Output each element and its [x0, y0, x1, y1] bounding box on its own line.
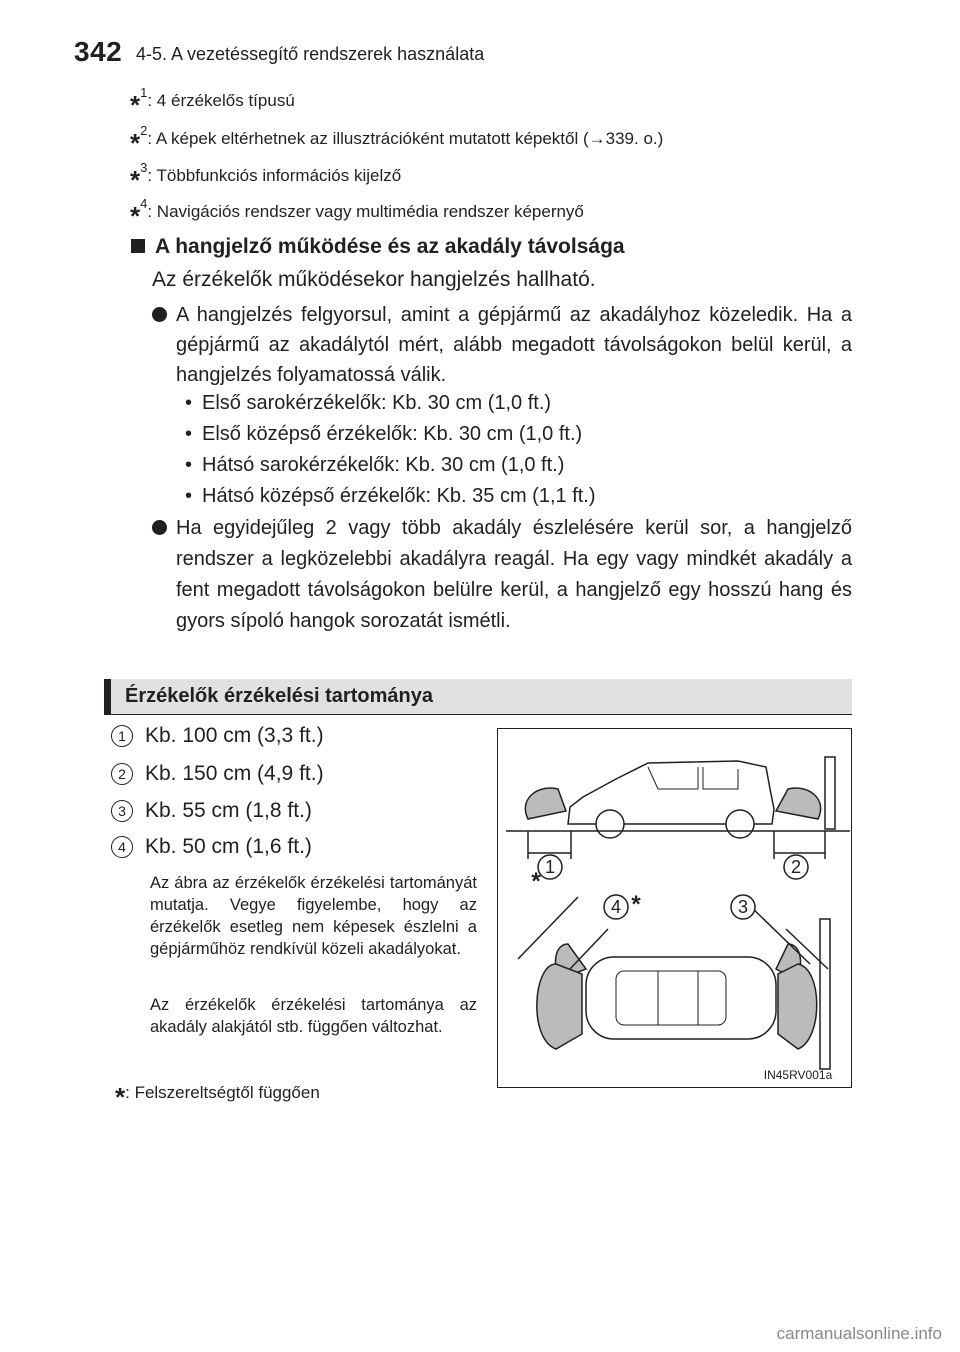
section-band: Érzékelők érzékelési tartománya — [104, 679, 852, 715]
buzzer-heading: A hangjelző működése és az akadály távolsága — [131, 235, 625, 259]
buzzer-intro: Az érzékelők működésekor hangjelzés hallható. — [152, 268, 596, 291]
footnote-3: *$^3$: Többfunkciós információs kijelző — [130, 160, 402, 195]
sensor-range-figure — [497, 728, 852, 1088]
range-item: 3 Kb. 55 cm (1,8 ft.) — [111, 799, 312, 827]
wall — [825, 757, 835, 829]
footnote-1: *$^1$: 4 érzékelős típusú — [130, 85, 295, 120]
wall — [820, 919, 830, 1069]
sensor-diagram — [498, 729, 850, 1086]
sub-bullet: • Hátsó sarokérzékelők: Kb. 30 cm (1,0 ft.) — [185, 454, 565, 476]
range-zone-front — [525, 788, 566, 819]
square-bullet-icon — [131, 239, 145, 253]
range-item: 4 Kb. 50 cm (1,6 ft.) — [111, 835, 312, 863]
bullet-multiple-obstacles: Ha egyidejűleg 2 vagy több akadály észlelésére kerül sor, a hangjelző rendszer a legközelebbi akadályra reagál. Ha egy vagy mindkét akadály a fent megadott távolságokon belülre kerül, a hangjelző egy hosszú hang és gyors sípoló hangok sorozatát ismétli. — [152, 513, 852, 637]
footnote-4: *$^4$: Navigációs rendszer vagy multimédia rendszer képernyő — [130, 196, 584, 231]
bullet-dot-icon — [152, 307, 167, 322]
callout-label: 3 — [737, 897, 749, 917]
wheel — [726, 810, 754, 838]
bullet-dot-icon — [152, 520, 167, 535]
range-note: Az érzékelők érzékelési tartománya az akadály alakjától stb. függően változhat. — [150, 996, 477, 1036]
sub-bullet: • Első középső érzékelők: Kb. 30 cm (1,0 ft.) — [185, 423, 583, 445]
bullet-acceleration: A hangjelzés felgyorsul, amint a gépjármű az akadályhoz közeledik. Ha a gépjármű az akadálytól mért, alább megadott távolságokon belül kerül, a hangjelzés folyamatossá válik. — [152, 300, 852, 390]
section-title: 4-5. A vezetéssegítő rendszerek használata — [136, 44, 485, 64]
car-top-view — [586, 957, 776, 1039]
callout-label: 1 — [544, 857, 556, 877]
watermark: carmanualsonline.info — [776, 1324, 942, 1343]
range-zone-rear-center — [778, 964, 817, 1049]
range-item: 1 Kb. 100 cm (3,3 ft.) — [111, 724, 324, 752]
callout-label: 2 — [790, 857, 802, 877]
figure-code: IN45RV001a — [763, 1068, 833, 1082]
range-zone-front-center — [537, 964, 582, 1049]
wheel — [596, 810, 624, 838]
callout-label: 4 — [610, 897, 622, 917]
sub-bullet: • Hátsó középső érzékelők: Kb. 35 cm (1,1 ft.) — [185, 485, 596, 507]
range-note: Az ábra az érzékelők érzékelési tartományát mutatja. Vegye figyelembe, hogy az érzékelők esetleg nem képesek észlelni a gépjárműhöz rendkívül közeli akadályokat. — [150, 874, 477, 958]
range-zone-rear — [776, 788, 821, 819]
page-number: 342 — [74, 36, 123, 67]
optional-footnote: *: Felszereltségtől függően — [115, 1082, 320, 1112]
footnote-2: *$^2$: A képek eltérhetnek az illusztrációként mutatott képektől (→339. o.) — [130, 123, 664, 158]
asterisk-mark: * — [631, 891, 641, 918]
asterisk-mark: * — [531, 868, 541, 895]
sub-bullet: • Első sarokérzékelők: Kb. 30 cm (1,0 ft.) — [185, 392, 552, 414]
range-item: 2 Kb. 150 cm (4,9 ft.) — [111, 762, 324, 790]
